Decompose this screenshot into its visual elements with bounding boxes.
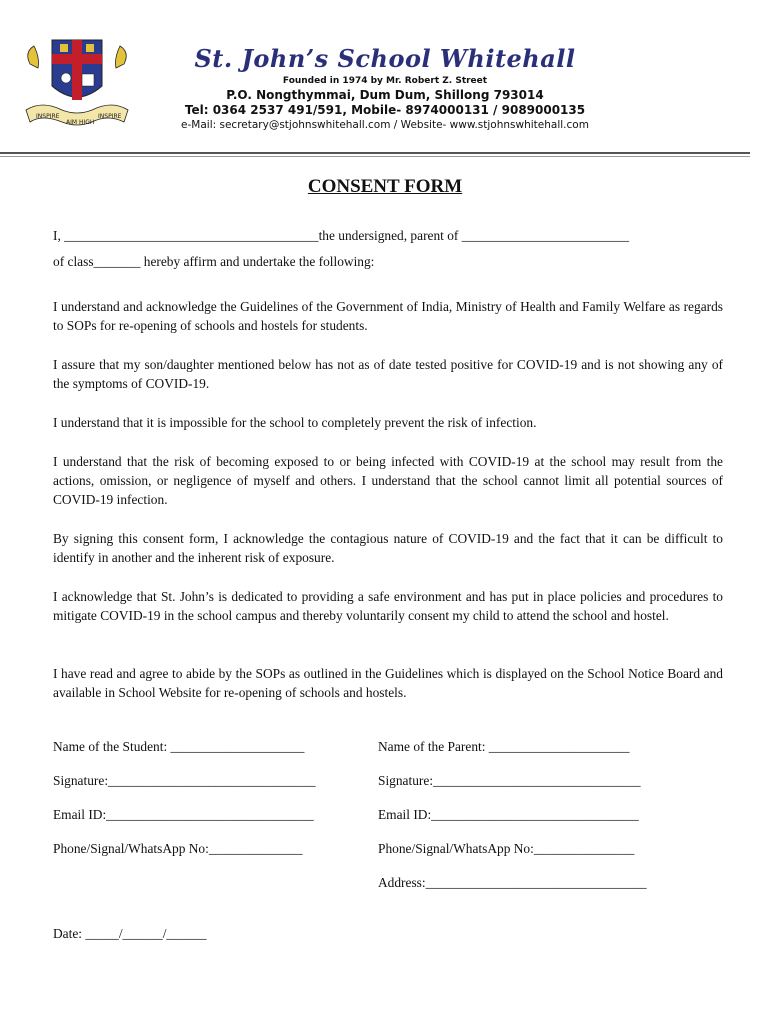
form-title: CONSENT FORM	[307, 176, 463, 197]
phone-field-left[interactable]: Phone/Signal/WhatsApp No:______________	[53, 841, 303, 856]
intro-line-class: of class_______ hereby affirm and undertake the following:	[53, 254, 375, 269]
parent-name-field[interactable]: Name of the Parent: _____________________	[378, 739, 630, 754]
paragraph-covid-status: I assure that my son/daughter mentioned below has not as of date tested positive for COVID-19 and is not showing any of the symptoms of COVID-19.	[53, 357, 723, 391]
paragraph-safe-environment: I acknowledge that St. John’s is dedicated to providing a safe environment and has put in place policies and procedures to mitigate COVID-19 in the school campus and thereby voluntarily consent my child to attend the school and hostel.	[53, 589, 723, 623]
telephone-line: Tel: 0364 2537 491/591, Mobile- 8974000131 / 9089000135	[184, 103, 586, 117]
paragraph-guidelines: I understand and acknowledge the Guidelines of the Government of India, Ministry of Health and Family Welfare as regards to SOPs for re-opening of schools and hostels for students.	[53, 299, 723, 333]
header-divider-thin	[0, 156, 750, 157]
paragraph-exposure: I understand that the risk of becoming exposed to or being infected with COVID-19 at the school may result from the actions, omission, or negligence of myself and others. I understand that the school cannot limit all potential sources of COVID-19 infection.	[53, 454, 723, 507]
email-field-left[interactable]: Email ID:_______________________________	[53, 807, 314, 822]
svg-text:INSPIRE: INSPIRE	[36, 113, 60, 120]
intro-line-parent: I, ______________________________________the undersigned, parent of _________________________	[53, 228, 630, 243]
letterhead	[0, 0, 770, 160]
student-name-field[interactable]: Name of the Student: ____________________	[53, 739, 305, 754]
header-divider	[0, 152, 750, 154]
phone-field-right[interactable]: Phone/Signal/WhatsApp No:_______________	[378, 841, 635, 856]
signature-field-right[interactable]: Signature:_______________________________	[378, 773, 641, 788]
paragraph-risk: I understand that it is impossible for the school to completely prevent the risk of infection.	[53, 415, 537, 430]
paragraph-contagious: By signing this consent form, I acknowledge the contagious nature of COVID-19 and the fact that it can be difficult to identify in another and the inherent risk of exposure.	[53, 531, 723, 565]
svg-text:AIM HIGH: AIM HIGH	[66, 119, 95, 126]
email-field-right[interactable]: Email ID:_______________________________	[378, 807, 639, 822]
signature-field-left[interactable]: Signature:_______________________________	[53, 773, 316, 788]
founded-line: Founded in 1974 by Mr. Robert Z. Street	[282, 76, 488, 86]
school-crest-icon	[22, 34, 132, 134]
address-field[interactable]: Address:_________________________________	[378, 875, 647, 890]
svg-text:INSPIRE: INSPIRE	[98, 113, 122, 120]
postal-address: P.O. Nongthymmai, Dum Dum, Shillong 793014	[226, 88, 544, 102]
school-name: St. John’s School Whitehall	[194, 44, 576, 73]
date-field[interactable]: Date: _____/______/______	[53, 926, 207, 941]
paragraph-sop-agreement: I have read and agree to abide by the SOPs as outlined in the Guidelines which is displayed on the School Notice Board and available in School Website for re-opening of schools and hostels.	[53, 666, 723, 700]
email-website-line: e-Mail: secretary@stjohnswhitehall.com / Website- www.stjohnswhitehall.com	[181, 119, 589, 131]
